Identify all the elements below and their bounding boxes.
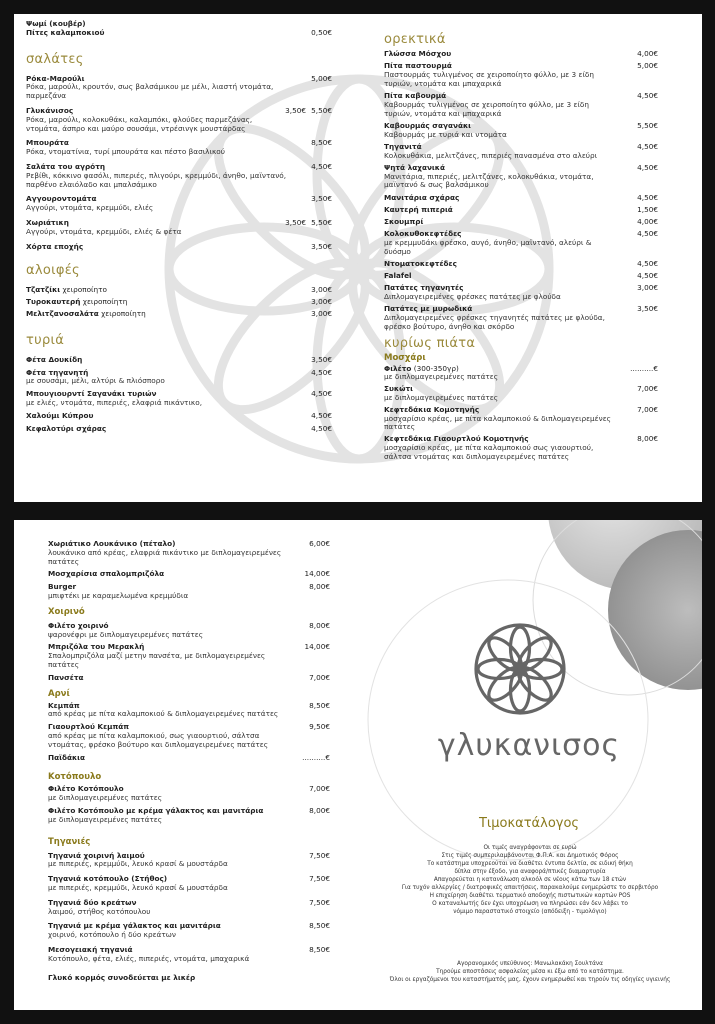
item-price: 4,50€: [637, 258, 658, 268]
item-price: 4,50€: [637, 162, 658, 172]
menu-item: [384, 62, 658, 88]
item-name-text: Καβουρμάς σαγανάκι: [384, 120, 471, 130]
menu-item: [384, 143, 658, 161]
menu-item: [48, 807, 330, 825]
item-name: [26, 243, 288, 252]
menu-item: [384, 260, 658, 269]
item-price-small: 3,50€: [285, 105, 306, 115]
menu-item: [26, 412, 332, 421]
item-description: ψαρονέφρι με διπλομαγειρεμένες πατάτες: [48, 629, 203, 639]
item-price: 7,50€: [309, 850, 330, 860]
section-title-mains: κυρίως πιάτα: [384, 335, 476, 351]
item-description: από κρέας με πίτα καλαμποκιού & διπλομαγειρεμένες πατάτες: [48, 709, 279, 719]
item-name-text: Κολοκυθοκεφτέδες: [384, 229, 462, 239]
item-description: Αγγούρι, ντομάτα, κρεμμύδι, ελιές & φέτα: [26, 226, 182, 236]
menu-item: [384, 406, 658, 432]
info-line: Για τυχόν αλλεργίες / διατροφικές απαιτήσεις, παρακαλούμε ενημερώστε το σερβιτόρο: [401, 885, 659, 891]
item-price: 8,50€: [311, 138, 332, 148]
item-name: [48, 674, 286, 683]
info-block-2: [382, 960, 678, 984]
item-description: με πιπεριές, κρεμμύδι, λευκό κρασί & μουστάρδα: [48, 859, 228, 869]
menu-item: [26, 139, 332, 157]
menu-item: [26, 195, 332, 213]
item-description: με σουσάμι, μέλι, αλτύρι & πλιόσπορο: [26, 376, 165, 386]
item-name-text: Καυτερή πιπεριά: [384, 204, 453, 214]
item-name: [26, 412, 288, 421]
item-price: 4,50€: [637, 229, 658, 239]
menu-item: [26, 107, 332, 133]
item-price: 8,50€: [309, 921, 330, 931]
menu-item: [384, 272, 658, 281]
item-name-text: Πατάτες με μυρωδικά: [384, 304, 473, 314]
item-description: με διπλομαγειρεμένες πατάτες: [384, 372, 499, 382]
menu-page-1: [14, 14, 702, 502]
info-line: Απαγορεύεται η κατανάλωση αλκοόλ σε νέους κάτω των 18 ετών: [433, 877, 627, 883]
item-name-text: Πίτες καλαμποκιού: [26, 27, 105, 37]
item-name-suffix: χειροποίητη: [98, 308, 146, 318]
menu-item: [48, 723, 330, 749]
menu-item: [48, 785, 330, 803]
item-price: 8,00€: [309, 620, 330, 630]
item-price: 3,00€: [637, 283, 658, 293]
item-price: 7,00€: [309, 672, 330, 682]
item-description: με διπλομαγειρεμένες πατάτες: [48, 793, 163, 803]
menu-item: [384, 206, 658, 215]
item-name-text: Φιλέτο Κοτόπουλο με κρέμα γάλακτος και μανιτάρια: [48, 805, 264, 815]
item-price: 5,50€: [637, 120, 658, 130]
section-title-starters: ορεκτικά: [384, 32, 446, 47]
item-description: λουκάνικο από κρέας, ελαφριά πικάντικο με διπλομαγειρεμένες πατάτες: [48, 547, 282, 566]
item-name-text: Κεφτεδάκια Κομοτηνής: [384, 404, 480, 414]
item-price-small: 3,50€: [285, 217, 306, 227]
flower-logo-icon: [473, 622, 567, 716]
item-name: [384, 206, 614, 215]
item-description: χοιρινό, κοτόπουλο ή δύο κρεάτων: [48, 930, 176, 940]
item-description: Καβουρμάς τυλιγμένος σε χειροποίητο φύλλο, με 3 είδη τυριών, ντομάτα και μπαχαρικά: [384, 99, 589, 118]
menu-item: [26, 75, 332, 101]
item-price: 4,50€: [637, 192, 658, 202]
item-price: 7,00€: [637, 384, 658, 394]
item-name-text: Τηγανιά με κρέμα γάλακτος και μανιτάρια: [48, 921, 221, 931]
menu-item: [384, 194, 658, 203]
item-name: [384, 260, 614, 269]
item-price: 5,00€: [311, 73, 332, 83]
item-name-text: Πίτα καβουρμά: [384, 90, 447, 100]
item-name-text: Χαλούμι Κύπρου: [26, 410, 94, 420]
item-name-text: Τηγανιά χοιρινή λαιμού: [48, 850, 145, 860]
pricelist-title: Τιμοκατάλογος: [478, 816, 580, 831]
item-name-text: Τυροκαυτερή: [26, 297, 81, 307]
item-name-text: Μεσογειακή τηγανιά: [48, 944, 133, 954]
subsection-beef: Μοσχάρι: [384, 352, 426, 363]
menu-page-2: [14, 520, 702, 1010]
item-price: 4,50€: [311, 389, 332, 399]
item-name-text: Παϊδάκια: [48, 752, 86, 762]
item-description: Μανιτάρια, πιπεριές, μελιτζάνες, κολοκυθάκια, ντομάτα, μαϊντανό & σως βαλσάμικου: [384, 171, 594, 190]
menu-item: [26, 310, 332, 319]
item-name-text: Φιλέτο Κοτόπουλο: [48, 784, 124, 794]
info-line: Αγορανομικός υπεύθυνος: Μανωλακάκη Σουλτάνα: [456, 961, 603, 967]
item-name-text: Τηγανιά κοτόπουλο (Στήθος): [48, 874, 168, 884]
menu-item: [384, 122, 658, 140]
menu-item: [48, 899, 330, 917]
item-price: 1,50€: [637, 204, 658, 214]
item-price: 4,50€: [311, 410, 332, 420]
info-block: [382, 844, 678, 916]
item-name-suffix: (300-350γρ): [411, 363, 459, 373]
section-title-salads: σαλάτες: [26, 51, 84, 67]
decorative-circles: [358, 520, 702, 1010]
item-name-text: Falafel: [384, 271, 412, 281]
info-line: Τηρούμε αποστάσεις ασφαλείας μέσα κι έξω από το κατάστημα.: [436, 969, 624, 975]
menu-item: [48, 702, 330, 720]
menu-item: [26, 369, 332, 387]
item-price: 8,00€: [309, 805, 330, 815]
menu-item: [384, 230, 658, 256]
item-price: 4,50€: [637, 271, 658, 281]
item-name-text: Πατάτες τηγανητές: [384, 283, 464, 293]
footer-note: Γλυκό κορμός συνοδεύεται με λικέρ: [48, 972, 196, 982]
item-name: [48, 570, 286, 579]
menu-item: [26, 390, 332, 408]
item-price: 8,50€: [309, 944, 330, 954]
item-description: με ελιές, ντομάτα, πιπεριές, ελαφριά πικάντικο,: [26, 397, 203, 407]
item-price: 8,00€: [309, 582, 330, 592]
item-name: [26, 298, 288, 307]
item-name-text: Κεφτεδάκια Γιαουρτλού Κομοτηνής: [384, 434, 529, 444]
menu-item: [48, 540, 330, 566]
item-name-text: Χόρτα εποχής: [26, 241, 84, 251]
item-name-text: Πίτα παστουρμά: [384, 61, 452, 71]
item-name-text: Σκουμπρί: [384, 216, 424, 226]
item-name-text: Μπουγιουρντί Σαγανάκι τυριών: [26, 389, 157, 399]
item-description: από κρέας με πίτα καλαμποκιού, σως γιαουρτιού, σάλτσα ντομάτας, φρέσκο βούτυρο και διπλομαγειρεμένες πατάτες: [48, 730, 268, 749]
item-name-text: Φέτα τηγανητή: [26, 367, 89, 377]
item-price: 8,00€: [637, 434, 658, 444]
item-price: 5,50€: [311, 217, 332, 227]
info-line: Στις τιμές συμπεριλαμβάνονται Φ.Π.Α. και Δημοτικός Φόρος: [441, 853, 619, 859]
item-name-text: Τηγανιά δύο κρεάτων: [48, 897, 137, 907]
menu-item: [48, 622, 330, 640]
item-description: λαιμού, στήθος κοτόπουλου: [48, 906, 151, 916]
item-price: 4,50€: [311, 367, 332, 377]
item-price: 4,50€: [637, 90, 658, 100]
item-name-text: Γλυκάνισος: [26, 105, 74, 115]
item-name: [26, 310, 288, 319]
item-name: [384, 218, 614, 227]
item-name: [26, 286, 288, 295]
menu-item: [384, 365, 658, 383]
item-name: [384, 194, 614, 203]
item-name-text: Γλώσσα Μόσχου: [384, 49, 452, 58]
item-description: με κρεμμυδάκι φρέσκο, αυγό, άνηθο, μαϊντανό, αλεύρι & δυόσμο: [384, 237, 592, 256]
item-price: 4,00€: [637, 216, 658, 226]
item-price: ..........€: [630, 363, 658, 373]
item-name-text: Χωριάτικη: [26, 217, 69, 227]
menu-item: [384, 305, 658, 331]
item-description: Κολοκυθάκια, μελιτζάνες, πιπεριές πανασμένα στο αλεύρι: [384, 150, 598, 160]
item-price: 4,50€: [637, 141, 658, 151]
item-price: 7,00€: [309, 784, 330, 794]
item-description: Αγγούρι, ντομάτα, κρεμμύδι, ελιές: [26, 203, 154, 213]
item-description: με πιπεριές, κρεμμύδι, λευκό κρασί & μουστάρδα: [48, 882, 228, 892]
item-description: Παστουρμάς τυλιγμένος σε χειροποίητο φύλλο, με 3 είδη τυριών, ντομάτα και μπαχαρικά: [384, 69, 595, 88]
item-price: 0,50€: [311, 27, 332, 37]
item-name-text: Burger: [48, 582, 77, 592]
item-name-text: Ψητά λαχανικά: [384, 162, 445, 172]
menu-item: [26, 298, 332, 307]
item-name-text: Μελιτζανοσαλάτα: [26, 308, 99, 318]
menu-item: [48, 643, 330, 669]
menu-item: [48, 674, 330, 683]
item-name: [384, 272, 614, 281]
item-price: 3,00€: [311, 297, 332, 307]
menu-item: [48, 570, 330, 579]
item-description: Ρεβίθι, κόκκινο φασόλι, πιπεριές, πλιγούρι, κρεμμύδι, άνηθο, μαϊντανό, παρθένο ελαιόλαδο και μπαλσάμικο: [26, 170, 287, 189]
item-price: 6,00€: [309, 539, 330, 548]
menu-item: [384, 164, 658, 190]
item-price: 7,00€: [637, 404, 658, 414]
item-name: [26, 356, 288, 365]
menu-item: [48, 754, 330, 763]
section-title-cheese: τυριά: [26, 332, 65, 348]
item-name-text: Γιαουρτλού Κεμπάπ: [48, 722, 130, 732]
menu-item: [26, 29, 332, 38]
item-name-text: Μπουράτα: [26, 138, 69, 148]
item-price: ..........€: [302, 752, 330, 762]
item-name-text: Αγγουροντομάτα: [26, 194, 97, 204]
section-title-dips: αλοιφές: [26, 263, 80, 279]
menu-item: [26, 243, 332, 252]
item-name-text: Κεφαλοτύρι σχάρας: [26, 423, 107, 433]
info-line: Ο καταναλωτής δεν έχει υποχρέωση να πληρώσει εάν δεν λάβει το: [432, 901, 628, 907]
item-price: 4,00€: [637, 49, 658, 58]
item-name-text: Κεμπάπ: [48, 700, 80, 710]
item-name-text: Ψωμί (κουβέρ): [26, 19, 86, 28]
item-name-text: Πανσέτα: [48, 672, 84, 682]
menu-item: [26, 163, 332, 189]
item-price: 9,50€: [309, 722, 330, 732]
section-title-pork: Χοιρινό: [48, 606, 85, 617]
right-column: [384, 32, 658, 465]
item-price: 7,50€: [309, 897, 330, 907]
item-price: 4,50€: [311, 423, 332, 433]
menu-item: [384, 50, 658, 59]
menu-item: [26, 286, 332, 295]
item-price: 3,00€: [311, 285, 332, 295]
item-name-suffix: χειροποίητο: [60, 285, 107, 295]
menu-item: [26, 356, 332, 365]
item-name: [384, 50, 614, 59]
menu-item: [48, 922, 330, 940]
item-description: με διπλομαγειρεμένες πατάτες: [48, 814, 163, 824]
item-name-text: Τηγανιτά: [384, 141, 422, 151]
section-title-lamb: Αρνί: [48, 688, 70, 699]
item-price: 14,00€: [304, 569, 330, 579]
menu-item: [48, 852, 330, 870]
item-price: 5,50€: [311, 105, 332, 115]
info-line: Η επιχείρηση διαθέτει τερματικό αποδοχής πιστωτικών καρτών POS: [429, 893, 631, 899]
menu-item: [384, 435, 658, 461]
item-name-text: Σαλάτα του αγρότη: [26, 161, 106, 171]
item-description: μπιφτέκι με καραμελωμένα κρεμμύδια: [48, 590, 189, 600]
info-line: Το κατάστημα υποχρεούται να διαθέτει έντυπα δελτία, σε ειδική θήκη: [427, 861, 633, 867]
item-price: 7,50€: [309, 874, 330, 884]
item-price: 14,00€: [304, 642, 330, 652]
item-description: Σπαλομπριζόλα μαζί μετην πανσέτα, με διπλομαγειρεμένες πατάτες: [48, 651, 266, 669]
item-name-text: Μπριζόλα του Μερακλή: [48, 642, 145, 652]
item-price: 3,00€: [311, 308, 332, 318]
item-name-text: Μοσχαρίσια σπαλομπριζόλα: [48, 569, 165, 579]
menu-item: [48, 875, 330, 893]
item-name-text: Συκώτι: [384, 384, 413, 394]
item-price: 3,50€: [311, 194, 332, 204]
info-line: Οι τιμές αναγράφονται σε ευρώ: [483, 845, 577, 851]
menu-item: [48, 583, 330, 601]
item-description: Καβουρμάς με τυριά και ντομάτα: [384, 129, 507, 139]
item-name: [48, 754, 286, 763]
item-description: Ρόκα, ντοματίνια, τυρί μπουράτα και πέστο βασιλικού: [26, 147, 225, 157]
item-description: Ρόκα, μαρούλι, κρουτόν, σως βαλσάμικου με μέλι, λιαστή ντομάτα, παρμεζάνα: [26, 82, 274, 101]
item-price: 8,50€: [309, 700, 330, 710]
menu-item: [26, 425, 332, 434]
item-description: Διπλομαγειρεμένες φρέσκες τηγανητές πατάτες με φλούδα, φρέσκο βούτυρο, άνηθο και σκόρδο: [384, 313, 605, 331]
item-description: με διπλομαγειρεμένες πατάτες: [384, 392, 499, 402]
item-name: [26, 29, 288, 38]
item-name-text: Φιλέτο: [384, 363, 412, 373]
menu-item: [384, 92, 658, 118]
item-name-text: Φιλέτο χοιρινό: [48, 620, 109, 630]
menu-item: [48, 946, 330, 964]
menu-item: [384, 218, 658, 227]
item-name-text: Ντοματοκεφτέδες: [384, 258, 457, 268]
item-description: μοσχαρίσιο κρέας, με πίτα καλαμποκιού σως γιαουρτιού, σάλτσα ντομάτας και διπλομαγειρεμένες πατάτες: [384, 442, 594, 461]
item-name-text: Ρόκα-Μαρούλι: [26, 73, 85, 83]
left-column: [26, 20, 332, 437]
item-name-suffix: χειροποίητη: [80, 297, 128, 307]
item-name-text: Μανιτάρια σχάρας: [384, 192, 460, 202]
info-line: Όλοι οι εργαζόμενοι του καταστήματός μας, έχουν ενημερωθεί και τηρούν τις οδηγίες υγιεινής: [389, 977, 671, 983]
item-name-text: Φέτα Δουκίδη: [26, 354, 83, 364]
menu-item: [26, 219, 332, 237]
item-price: 3,50€: [311, 241, 332, 251]
item-description: Ρόκα, μαρούλι, κολοκυθάκι, καλαμπόκι, φλούδες παρμεζάνας, ντομάτα, άσπρο και μαύρο σουσάμι, ντρέσινγκ μουστάρδας: [26, 114, 253, 133]
item-description: μοσχαρίσιο κρέας, με πίτα καλαμποκιού & διπλομαγειρεμένες πατάτες: [384, 413, 611, 432]
section-title-chicken: Κοτόπουλο: [48, 772, 102, 783]
info-line: δίπλα στην έξοδο, για αναφορά/πτικές διαμαρτυρία: [454, 869, 606, 875]
left-column-2: [48, 540, 330, 982]
item-price: 3,50€: [311, 354, 332, 364]
menu-item: [384, 284, 658, 302]
item-description: Διπλομαγειρεμένες φρέσκες πατάτες με φλούδα: [384, 292, 561, 302]
info-line: νόμιμο παραστατικό στοιχείο (απόδειξη - τιμολόγιο): [453, 909, 607, 915]
item-name: [26, 425, 288, 434]
item-price: 5,00€: [637, 61, 658, 71]
item-price: 4,50€: [311, 161, 332, 171]
item-name-text: Τζατζίκι: [26, 285, 61, 295]
section-title-pan: Τηγανιές: [48, 836, 91, 847]
menu-item: [384, 385, 658, 403]
item-description: Κοτόπουλο, φέτα, ελιές, πιπεριές, ντομάτα, μπαχαρικά: [48, 953, 250, 963]
item-price: 3,50€: [637, 304, 658, 314]
item-name-text: Χωριάτικο Λουκάνικο (πέταλο): [48, 539, 176, 548]
brand-logo-text: γλυκανισος: [437, 728, 621, 763]
